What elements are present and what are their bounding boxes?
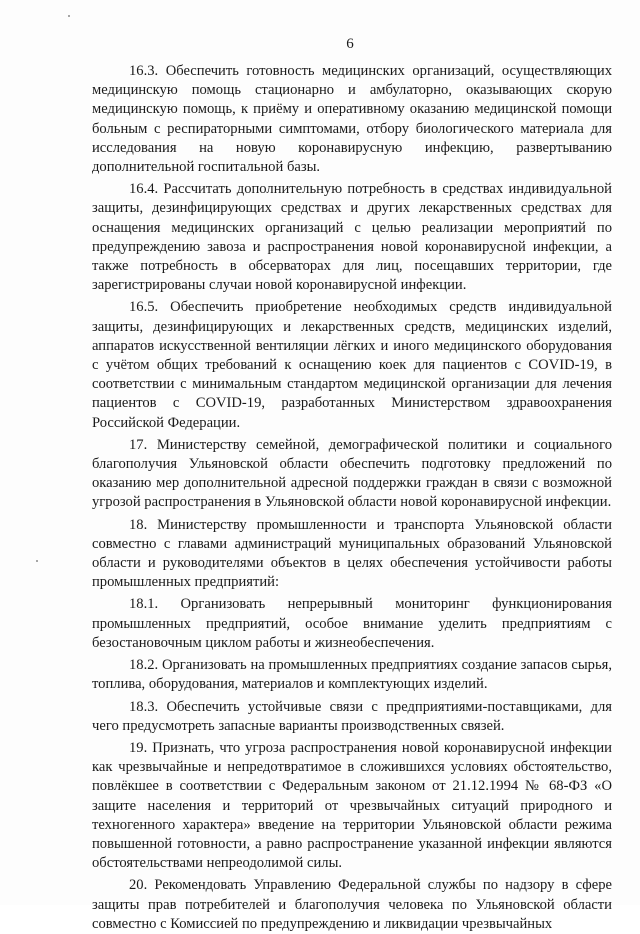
paragraph-16-5: 16.5. Обеспечить приобретение необходимых средств индивидуальной защиты, дезинфицирующих и лекарственных средств, медицинских изделий, аппаратов искусственной вентиляции лёгких и иного медицинского оборудования с учётом общих требований к оснащению коек для пациентов с COVID-19, в соответствии с минимальным стандартом медицинской организации для лечения пациентов с COVID-19, разработанных Министерством здравоохранения Российской Федерации.	[92, 299, 612, 431]
paragraph-20: 20. Рекомендовать Управлению Федеральной службы по надзору в сфере защиты прав потребителей и благополучия человека по Ульяновской области совместно с Комиссией по предупреждению и ликвидации чрезвычайных	[92, 877, 612, 932]
paragraph-18-3: 18.3. Обеспечить устойчивые связи с предприятиями-поставщиками, для чего предусмотреть запасные варианты производственных связей.	[92, 698, 612, 734]
page-number: 6	[346, 36, 354, 52]
paragraph-18-1: 18.1. Организовать непрерывный мониторинг функционирования промышленных предприятий, особое внимание уделить предприятиям с безостановочным циклом работы и жизнеобеспечения.	[92, 596, 612, 651]
scan-speck	[68, 15, 70, 17]
paragraph-18: 18. Министерству промышленности и транспорта Ульяновской области совместно с главами администраций муниципальных образований Ульяновской области и руководителями объектов в целях обеспечения устойчивости работы промышленных предприятий:	[92, 516, 612, 591]
paragraph-19: 19. Признать, что угроза распространения новой коронавирусной инфекции как чрезвычайные и непредотвратимое в сложившихся условиях обстоятельство, повлёкшее в соответствии с Федеральным законом от 21.12.1994 № 68-ФЗ «О защите населения и территорий от чрезвычайных ситуаций природного и техногенного характера» введение на территории Ульяновской области режима повышенной готовности, а равно распространение указанной инфекции являются обстоятельствами непреодолимой силы.	[92, 739, 612, 872]
scan-speck	[36, 560, 38, 562]
paragraph-16-3: 16.3. Обеспечить готовность медицинских организаций, осуществляющих медицинскую помощь стационарно и амбулаторно, оказывающих скорую медицинскую помощь, к приёму и оперативному оказанию медицинской помощи больным с респираторными симптомами, отбору биологического материала для исследования на новую коронавирусную инфекцию, развертыванию дополнительной госпитальной базы.	[92, 63, 612, 176]
paragraph-16-4: 16.4. Рассчитать дополнительную потребность в средствах индивидуальной защиты, дезинфицирующих средствах и других лекарственных средствах для оснащения медицинских организаций с целью реализации мероприятий по предупреждению завоза и распространения новой коронавирусной инфекции, а также потребность в обсерваторах для лиц, посещавших территории, где зарегистрированы случаи новой коронавирусной инфекции.	[92, 181, 612, 294]
paragraph-18-2: 18.2. Организовать на промышленных предприятиях создание запасов сырья, топлива, оборудования, материалов и комплектующих изделий.	[92, 657, 612, 693]
document-body	[92, 62, 612, 934]
paragraph-17: 17. Министерству семейной, демографической политики и социального благополучия Ульяновской области обеспечить подготовку предложений по оказанию мер дополнительной адресной поддержки граждан в связи с возможной угрозой распространения в Ульяновской области новой коронавирусной инфекции.	[92, 436, 612, 511]
